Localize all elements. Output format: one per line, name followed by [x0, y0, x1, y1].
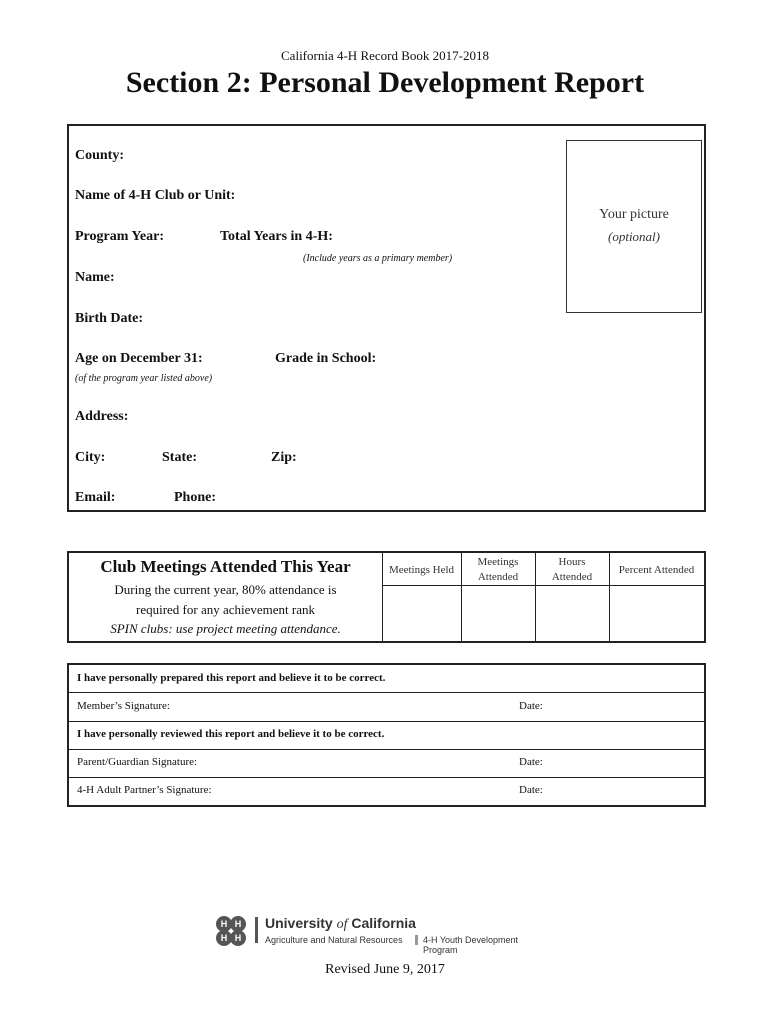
hours-attended-header-1: Hours	[558, 556, 586, 568]
age-label: Age on December 31:	[75, 351, 203, 366]
reviewer-statement: I have personally reviewed this report and believe it to be correct.	[77, 728, 385, 740]
state-label: State:	[162, 450, 197, 465]
picture-caption: Your picture	[599, 207, 669, 222]
parent-date-label: Date:	[519, 756, 543, 768]
address-label: Address:	[75, 409, 129, 424]
picture-box[interactable]	[566, 140, 702, 313]
hours-attended-header-2: Attended	[551, 571, 593, 583]
page-title: Section 2: Personal Development Report	[125, 66, 645, 99]
age-note: (of the program year listed above)	[75, 373, 213, 384]
percent-attended-field[interactable]	[610, 586, 704, 639]
meetings-held-field[interactable]	[383, 586, 461, 639]
svg-text:H: H	[220, 933, 228, 943]
phone-label: Phone:	[174, 490, 216, 505]
program-year-label: Program Year:	[75, 229, 165, 244]
county-label: County:	[75, 148, 125, 163]
meetings-requirement-2: required for any achievement rank	[135, 602, 316, 617]
birth-date-label: Birth Date:	[75, 311, 144, 326]
svg-text:H: H	[234, 919, 242, 929]
meetings-table	[67, 551, 706, 643]
program-name: 4-H Youth Development Program	[423, 935, 519, 955]
member-date-label: Date:	[519, 700, 543, 712]
record-book-header: California 4-H Record Book 2017-2018	[281, 48, 489, 63]
club-name-label: Name of 4-H Club or Unit:	[75, 188, 236, 203]
meetings-requirement-1: During the current year, 80% attendance is	[114, 582, 337, 597]
meetings-held-header: Meetings Held	[388, 564, 455, 576]
percent-attended-header: Percent Attended	[618, 564, 695, 576]
member-statement: I have personally prepared this report and believe it to be correct.	[77, 672, 386, 684]
member-signature-label: Member’s Signature:	[77, 700, 170, 712]
grade-label: Grade in School:	[275, 351, 377, 366]
city-label: City:	[75, 450, 106, 465]
partner-date-label: Date:	[519, 784, 543, 796]
revision-date: Revised June 9, 2017	[325, 962, 445, 977]
divider	[415, 935, 418, 945]
hours-attended-field[interactable]	[536, 586, 609, 639]
university-name: University of California	[265, 915, 416, 932]
signature-table	[67, 663, 706, 807]
meetings-title: Club Meetings Attended This Year	[100, 557, 351, 576]
spin-club-note: SPIN clubs: use project meeting attendance.	[110, 621, 341, 636]
zip-label: Zip:	[271, 450, 297, 465]
total-years-label: Total Years in 4-H:	[220, 229, 333, 244]
parent-signature-label: Parent/Guardian Signature:	[77, 756, 198, 768]
uc-anr-4h-logo	[214, 913, 554, 953]
meetings-attended-header-2: Attended	[477, 571, 519, 583]
email-label: Email:	[75, 490, 116, 505]
partner-signature-label: 4-H Adult Partner’s Signature:	[77, 784, 212, 796]
name-label: Name:	[75, 270, 115, 285]
svg-text:H: H	[220, 919, 228, 929]
picture-optional-note: (optional)	[608, 229, 660, 244]
meetings-attended-field[interactable]	[462, 586, 535, 639]
svg-text:H: H	[234, 933, 242, 943]
total-years-note: (Include years as a primary member)	[303, 253, 453, 264]
meetings-attended-header-1: Meetings	[477, 556, 519, 568]
anr-division: Agriculture and Natural Resources	[265, 935, 403, 945]
